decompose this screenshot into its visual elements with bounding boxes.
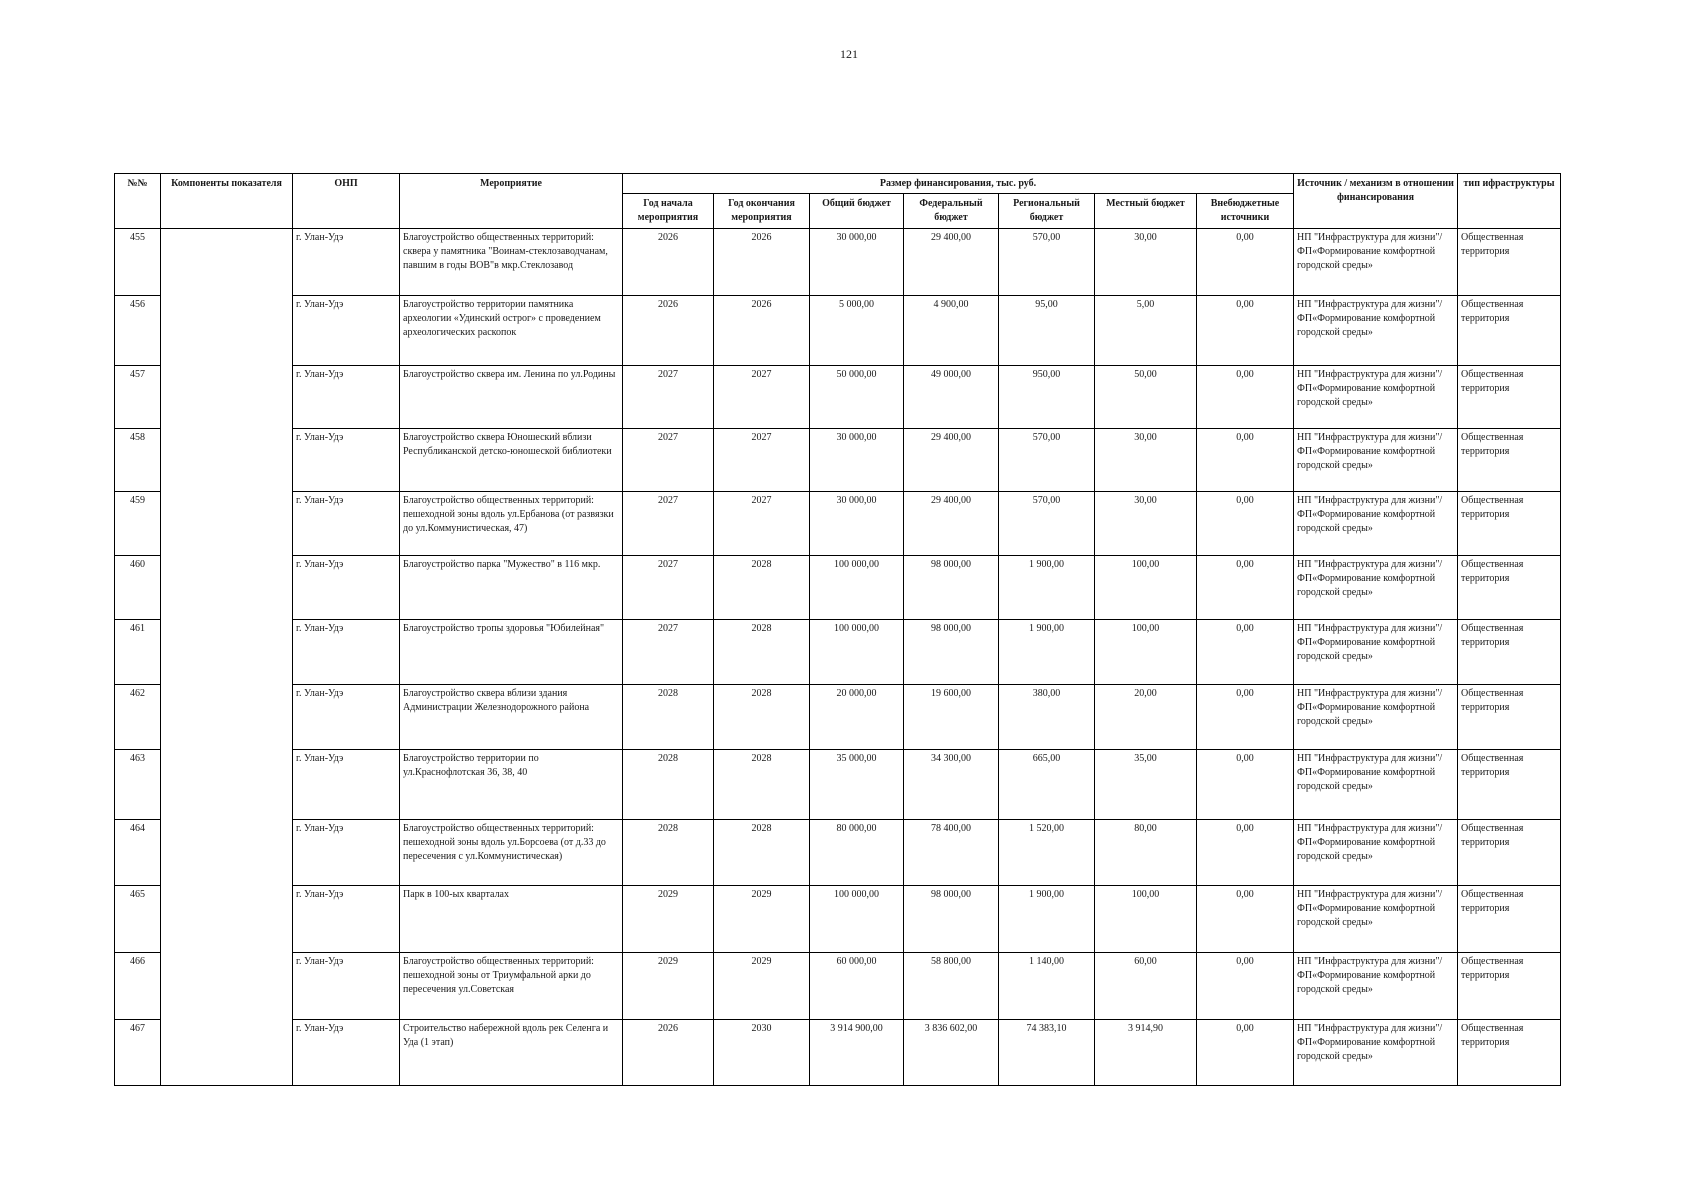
cell-regional: 74 383,10 bbox=[999, 1020, 1095, 1086]
cell-end: 2026 bbox=[714, 296, 810, 366]
cell-infra: Общественная территория bbox=[1458, 620, 1561, 685]
cell-end: 2030 bbox=[714, 1020, 810, 1086]
cell-regional: 665,00 bbox=[999, 750, 1095, 820]
cell-components bbox=[161, 953, 293, 1020]
cell-infra: Общественная территория bbox=[1458, 886, 1561, 953]
header-components: Компоненты показателя bbox=[161, 174, 293, 229]
cell-local: 30,00 bbox=[1095, 429, 1197, 492]
cell-extra: 0,00 bbox=[1197, 620, 1294, 685]
cell-infra: Общественная территория bbox=[1458, 1020, 1561, 1086]
cell-total: 5 000,00 bbox=[810, 296, 904, 366]
cell-regional: 380,00 bbox=[999, 685, 1095, 750]
header-num: №№ bbox=[115, 174, 161, 229]
cell-event: Благоустройство общественных территорий: пешеходной зоны от Триумфальной арки до пересечения ул.Советская bbox=[400, 953, 623, 1020]
cell-source: НП "Инфраструктура для жизни"/ФП«Формирование комфортной городской среды» bbox=[1294, 296, 1458, 366]
cell-federal: 4 900,00 bbox=[904, 296, 999, 366]
cell-federal: 98 000,00 bbox=[904, 620, 999, 685]
cell-federal: 19 600,00 bbox=[904, 685, 999, 750]
table-row bbox=[115, 620, 1561, 685]
cell-total: 30 000,00 bbox=[810, 229, 904, 296]
cell-source: НП "Инфраструктура для жизни"/ФП«Формирование комфортной городской среды» bbox=[1294, 820, 1458, 886]
header-financing: Размер финансирования, тыс. руб. bbox=[623, 174, 1294, 194]
header-regional-budget: Региональный бюджет bbox=[999, 194, 1095, 229]
cell-event: Благоустройство общественных территорий: сквера у памятника "Воинам-стеклозаводчанам, павшим в годы ВОВ"в мкр.Стеклозавод bbox=[400, 229, 623, 296]
table-row bbox=[115, 296, 1561, 366]
cell-num: 455 bbox=[115, 229, 161, 296]
cell-federal: 98 000,00 bbox=[904, 556, 999, 620]
cell-end: 2028 bbox=[714, 820, 810, 886]
cell-regional: 95,00 bbox=[999, 296, 1095, 366]
cell-components bbox=[161, 429, 293, 492]
cell-total: 50 000,00 bbox=[810, 366, 904, 429]
table-row bbox=[115, 750, 1561, 820]
cell-regional: 950,00 bbox=[999, 366, 1095, 429]
cell-num: 459 bbox=[115, 492, 161, 556]
cell-event: Благоустройство территории по ул.Краснофлотская 36, 38, 40 bbox=[400, 750, 623, 820]
cell-source: НП "Инфраструктура для жизни"/ФП«Формирование комфортной городской среды» bbox=[1294, 492, 1458, 556]
cell-local: 30,00 bbox=[1095, 492, 1197, 556]
cell-event: Строительство набережной вдоль рек Селенга и Уда (1 этап) bbox=[400, 1020, 623, 1086]
cell-extra: 0,00 bbox=[1197, 429, 1294, 492]
page-number: 121 bbox=[840, 47, 858, 61]
cell-local: 30,00 bbox=[1095, 229, 1197, 296]
cell-federal: 29 400,00 bbox=[904, 229, 999, 296]
cell-onp: г. Улан-Удэ bbox=[293, 229, 400, 296]
cell-components bbox=[161, 556, 293, 620]
cell-extra: 0,00 bbox=[1197, 886, 1294, 953]
header-local-budget: Местный бюджет bbox=[1095, 194, 1197, 229]
cell-local: 3 914,90 bbox=[1095, 1020, 1197, 1086]
cell-components bbox=[161, 229, 293, 296]
cell-start: 2028 bbox=[623, 750, 714, 820]
cell-start: 2027 bbox=[623, 429, 714, 492]
header-event: Мероприятие bbox=[400, 174, 623, 229]
cell-federal: 3 836 602,00 bbox=[904, 1020, 999, 1086]
cell-source: НП "Инфраструктура для жизни"/ФП«Формирование комфортной городской среды» bbox=[1294, 620, 1458, 685]
cell-start: 2026 bbox=[623, 229, 714, 296]
cell-num: 457 bbox=[115, 366, 161, 429]
table-row bbox=[115, 953, 1561, 1020]
cell-end: 2028 bbox=[714, 556, 810, 620]
cell-event: Благоустройство парка "Мужество" в 116 мкр. bbox=[400, 556, 623, 620]
cell-num: 466 bbox=[115, 953, 161, 1020]
cell-source: НП "Инфраструктура для жизни"/ФП«Формирование комфортной городской среды» bbox=[1294, 366, 1458, 429]
cell-total: 35 000,00 bbox=[810, 750, 904, 820]
cell-end: 2026 bbox=[714, 229, 810, 296]
cell-num: 463 bbox=[115, 750, 161, 820]
financing-table bbox=[114, 173, 1561, 1086]
header-onp: ОНП bbox=[293, 174, 400, 229]
cell-start: 2027 bbox=[623, 366, 714, 429]
cell-components bbox=[161, 620, 293, 685]
cell-federal: 98 000,00 bbox=[904, 886, 999, 953]
cell-components bbox=[161, 886, 293, 953]
cell-start: 2027 bbox=[623, 620, 714, 685]
cell-components bbox=[161, 366, 293, 429]
cell-infra: Общественная территория bbox=[1458, 296, 1561, 366]
cell-onp: г. Улан-Удэ bbox=[293, 750, 400, 820]
cell-total: 100 000,00 bbox=[810, 556, 904, 620]
header-start-year: Год начала мероприятия bbox=[623, 194, 714, 229]
cell-onp: г. Улан-Удэ bbox=[293, 429, 400, 492]
cell-onp: г. Улан-Удэ bbox=[293, 296, 400, 366]
table-row bbox=[115, 492, 1561, 556]
cell-federal: 78 400,00 bbox=[904, 820, 999, 886]
cell-total: 20 000,00 bbox=[810, 685, 904, 750]
cell-total: 100 000,00 bbox=[810, 620, 904, 685]
cell-onp: г. Улан-Удэ bbox=[293, 556, 400, 620]
table-row bbox=[115, 820, 1561, 886]
cell-source: НП "Инфраструктура для жизни"/ФП«Формирование комфортной городской среды» bbox=[1294, 953, 1458, 1020]
cell-infra: Общественная территория bbox=[1458, 429, 1561, 492]
cell-extra: 0,00 bbox=[1197, 492, 1294, 556]
table-row bbox=[115, 556, 1561, 620]
cell-infra: Общественная территория bbox=[1458, 229, 1561, 296]
cell-source: НП "Инфраструктура для жизни"/ФП«Формирование комфортной городской среды» bbox=[1294, 1020, 1458, 1086]
cell-extra: 0,00 bbox=[1197, 366, 1294, 429]
cell-end: 2029 bbox=[714, 886, 810, 953]
cell-regional: 570,00 bbox=[999, 229, 1095, 296]
cell-event: Благоустройство сквера им. Ленина по ул.Родины bbox=[400, 366, 623, 429]
cell-start: 2026 bbox=[623, 1020, 714, 1086]
cell-onp: г. Улан-Удэ bbox=[293, 366, 400, 429]
cell-start: 2027 bbox=[623, 556, 714, 620]
cell-components bbox=[161, 820, 293, 886]
cell-event: Парк в 100-ых кварталах bbox=[400, 886, 623, 953]
cell-end: 2027 bbox=[714, 429, 810, 492]
cell-local: 100,00 bbox=[1095, 886, 1197, 953]
cell-source: НП "Инфраструктура для жизни"/ФП«Формирование комфортной городской среды» bbox=[1294, 556, 1458, 620]
cell-total: 30 000,00 bbox=[810, 429, 904, 492]
cell-regional: 1 900,00 bbox=[999, 556, 1095, 620]
cell-infra: Общественная территория bbox=[1458, 750, 1561, 820]
cell-local: 80,00 bbox=[1095, 820, 1197, 886]
cell-num: 467 bbox=[115, 1020, 161, 1086]
cell-total: 3 914 900,00 bbox=[810, 1020, 904, 1086]
cell-local: 60,00 bbox=[1095, 953, 1197, 1020]
header-total-budget: Общий бюджет bbox=[810, 194, 904, 229]
cell-federal: 29 400,00 bbox=[904, 429, 999, 492]
cell-onp: г. Улан-Удэ bbox=[293, 953, 400, 1020]
cell-onp: г. Улан-Удэ bbox=[293, 820, 400, 886]
cell-num: 464 bbox=[115, 820, 161, 886]
cell-num: 461 bbox=[115, 620, 161, 685]
cell-num: 462 bbox=[115, 685, 161, 750]
cell-extra: 0,00 bbox=[1197, 685, 1294, 750]
cell-total: 80 000,00 bbox=[810, 820, 904, 886]
header-end-year: Год окончания мероприятия bbox=[714, 194, 810, 229]
cell-total: 100 000,00 bbox=[810, 886, 904, 953]
cell-regional: 1 900,00 bbox=[999, 886, 1095, 953]
cell-end: 2029 bbox=[714, 953, 810, 1020]
cell-num: 460 bbox=[115, 556, 161, 620]
cell-regional: 1 900,00 bbox=[999, 620, 1095, 685]
header-infra: тип ифраструктуры bbox=[1458, 174, 1561, 229]
cell-source: НП "Инфраструктура для жизни"/ФП«Формирование комфортной городской среды» bbox=[1294, 685, 1458, 750]
cell-regional: 1 520,00 bbox=[999, 820, 1095, 886]
cell-num: 465 bbox=[115, 886, 161, 953]
cell-federal: 34 300,00 bbox=[904, 750, 999, 820]
cell-extra: 0,00 bbox=[1197, 556, 1294, 620]
cell-local: 100,00 bbox=[1095, 620, 1197, 685]
cell-onp: г. Улан-Удэ bbox=[293, 685, 400, 750]
cell-components bbox=[161, 685, 293, 750]
cell-components bbox=[161, 492, 293, 556]
cell-start: 2029 bbox=[623, 953, 714, 1020]
cell-source: НП "Инфраструктура для жизни"/ФП«Формирование комфортной городской среды» bbox=[1294, 229, 1458, 296]
cell-infra: Общественная территория bbox=[1458, 685, 1561, 750]
cell-extra: 0,00 bbox=[1197, 296, 1294, 366]
cell-start: 2028 bbox=[623, 820, 714, 886]
cell-event: Благоустройство сквера вблизи здания Администрации Железнодорожного района bbox=[400, 685, 623, 750]
cell-components bbox=[161, 296, 293, 366]
cell-start: 2028 bbox=[623, 685, 714, 750]
cell-event: Благоустройство территории памятника археологии «Удинский острог» с проведением археологических раскопок bbox=[400, 296, 623, 366]
table-row bbox=[115, 685, 1561, 750]
cell-infra: Общественная территория bbox=[1458, 820, 1561, 886]
cell-end: 2027 bbox=[714, 492, 810, 556]
cell-num: 458 bbox=[115, 429, 161, 492]
header-source: Источник / механизм в отношении финансирования bbox=[1294, 174, 1458, 229]
cell-start: 2026 bbox=[623, 296, 714, 366]
cell-event: Благоустройство общественных территорий: пешеходной зоны вдоль ул.Борсоева (от д.33 до пересечения с ул.Коммунистическая) bbox=[400, 820, 623, 886]
cell-regional: 570,00 bbox=[999, 429, 1095, 492]
cell-start: 2029 bbox=[623, 886, 714, 953]
cell-source: НП "Инфраструктура для жизни"/ФП«Формирование комфортной городской среды» bbox=[1294, 750, 1458, 820]
header-federal-budget: Федеральный бюджет bbox=[904, 194, 999, 229]
cell-event: Благоустройство сквера Юношеский вблизи Республиканской детско-юношеской библиотеки bbox=[400, 429, 623, 492]
cell-infra: Общественная территория bbox=[1458, 492, 1561, 556]
cell-event: Благоустройство общественных территорий: пешеходной зоны вдоль ул.Ербанова (от развязки до ул.Коммунистическая, 47) bbox=[400, 492, 623, 556]
cell-local: 100,00 bbox=[1095, 556, 1197, 620]
table-row bbox=[115, 429, 1561, 492]
cell-extra: 0,00 bbox=[1197, 1020, 1294, 1086]
cell-end: 2028 bbox=[714, 620, 810, 685]
table-row bbox=[115, 1020, 1561, 1086]
cell-regional: 1 140,00 bbox=[999, 953, 1095, 1020]
cell-num: 456 bbox=[115, 296, 161, 366]
cell-regional: 570,00 bbox=[999, 492, 1095, 556]
cell-federal: 49 000,00 bbox=[904, 366, 999, 429]
cell-source: НП "Инфраструктура для жизни"/ФП«Формирование комфортной городской среды» bbox=[1294, 429, 1458, 492]
cell-onp: г. Улан-Удэ bbox=[293, 492, 400, 556]
cell-event: Благоустройство тропы здоровья "Юбилейная" bbox=[400, 620, 623, 685]
table-row bbox=[115, 886, 1561, 953]
cell-infra: Общественная территория bbox=[1458, 366, 1561, 429]
cell-start: 2027 bbox=[623, 492, 714, 556]
cell-components bbox=[161, 750, 293, 820]
table-row bbox=[115, 366, 1561, 429]
cell-extra: 0,00 bbox=[1197, 820, 1294, 886]
cell-components bbox=[161, 1020, 293, 1086]
header-extra-budget: Внебюджетные источники bbox=[1197, 194, 1294, 229]
cell-source: НП "Инфраструктура для жизни"/ФП«Формирование комфортной городской среды» bbox=[1294, 886, 1458, 953]
cell-total: 60 000,00 bbox=[810, 953, 904, 1020]
cell-extra: 0,00 bbox=[1197, 750, 1294, 820]
cell-federal: 29 400,00 bbox=[904, 492, 999, 556]
cell-local: 5,00 bbox=[1095, 296, 1197, 366]
cell-extra: 0,00 bbox=[1197, 953, 1294, 1020]
cell-total: 30 000,00 bbox=[810, 492, 904, 556]
cell-end: 2028 bbox=[714, 750, 810, 820]
cell-infra: Общественная территория bbox=[1458, 556, 1561, 620]
cell-local: 50,00 bbox=[1095, 366, 1197, 429]
cell-onp: г. Улан-Удэ bbox=[293, 1020, 400, 1086]
cell-onp: г. Улан-Удэ bbox=[293, 886, 400, 953]
cell-end: 2027 bbox=[714, 366, 810, 429]
cell-local: 20,00 bbox=[1095, 685, 1197, 750]
cell-onp: г. Улан-Удэ bbox=[293, 620, 400, 685]
cell-infra: Общественная территория bbox=[1458, 953, 1561, 1020]
cell-end: 2028 bbox=[714, 685, 810, 750]
cell-local: 35,00 bbox=[1095, 750, 1197, 820]
table-row bbox=[115, 229, 1561, 296]
cell-extra: 0,00 bbox=[1197, 229, 1294, 296]
cell-federal: 58 800,00 bbox=[904, 953, 999, 1020]
